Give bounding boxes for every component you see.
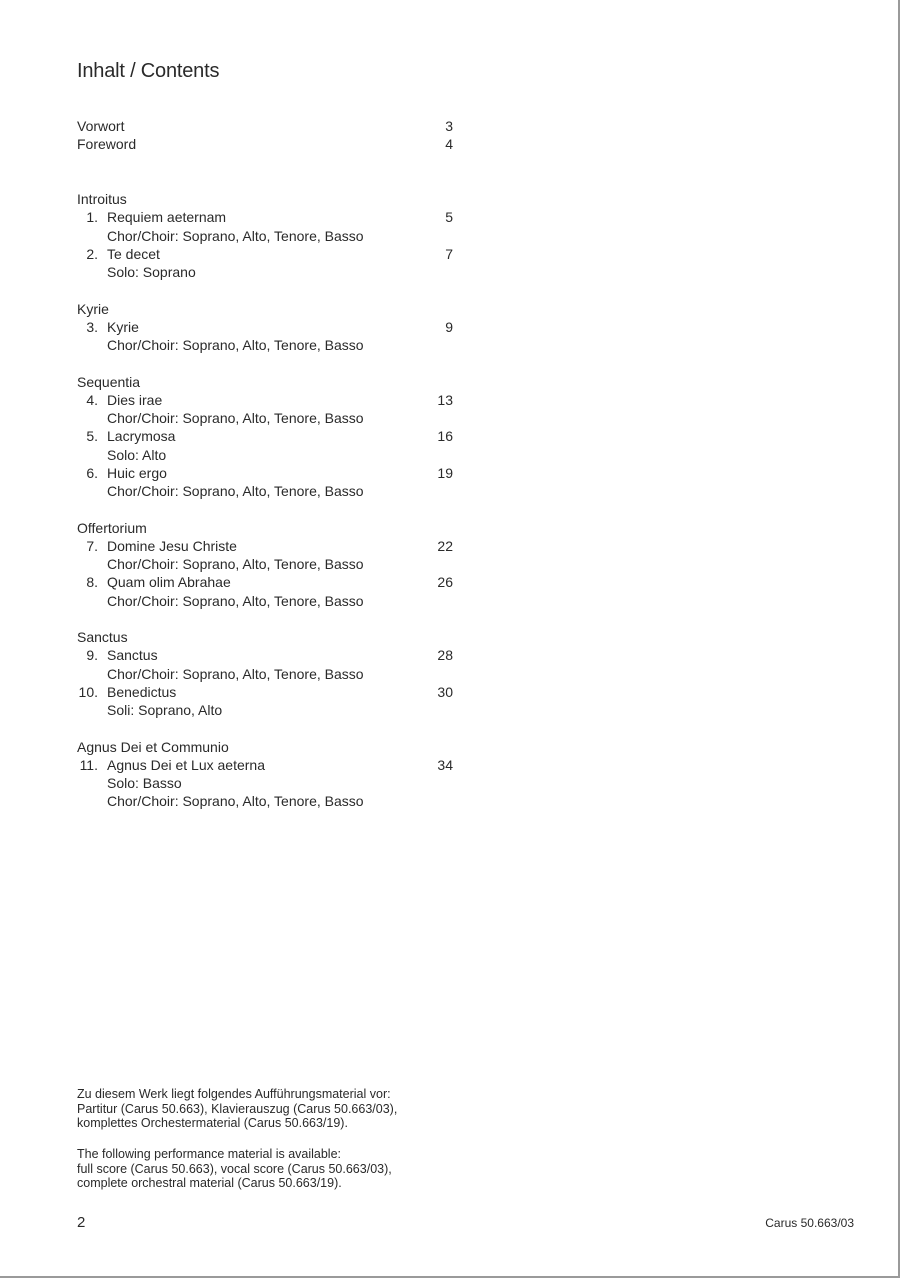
toc-page-number: 13	[437, 391, 453, 408]
toc-item[interactable]	[77, 318, 453, 336]
voicing-text: Chor/Choir: Soprano, Alto, Tenore, Basso	[107, 793, 364, 810]
item-number: 9.	[86, 647, 98, 664]
page-title: Inhalt / Contents	[77, 60, 220, 82]
voicing-text: Solo: Soprano	[107, 264, 196, 280]
voicing-text: Chor/Choir: Soprano, Alto, Tenore, Basso	[107, 556, 364, 572]
toc-item-detail	[77, 592, 453, 610]
toc-item[interactable]	[77, 245, 453, 263]
toc-section-heading	[77, 190, 453, 208]
item-number: 1.	[86, 209, 98, 226]
catalog-number: Carus 50.663/03	[765, 1216, 854, 1230]
performance-material-note-de	[77, 1087, 397, 1131]
footnote-line: complete orchestral material (Carus 50.663/19).	[77, 1176, 342, 1190]
toc-front-label: Vorwort	[77, 118, 125, 134]
toc-page-number: 34	[437, 756, 453, 773]
item-title: Sanctus	[107, 647, 158, 664]
toc-section-heading	[77, 519, 453, 537]
toc-item-detail	[77, 774, 453, 792]
voicing-text: Chor/Choir: Soprano, Alto, Tenore, Basso	[107, 227, 364, 244]
item-title: Domine Jesu Christe	[107, 537, 237, 554]
item-title: Kyrie	[107, 318, 139, 335]
item-number: 2.	[86, 245, 98, 262]
toc-page-number: 5	[445, 209, 453, 226]
footnote-line: The following performance material is available:	[77, 1147, 342, 1161]
item-number: 8.	[86, 574, 98, 591]
table-of-contents	[77, 117, 453, 811]
toc-item[interactable]	[77, 464, 453, 482]
toc-page-number: 30	[437, 683, 453, 700]
toc-item[interactable]	[77, 646, 453, 664]
section-name: Sanctus	[77, 629, 128, 645]
toc-item-detail	[77, 665, 453, 683]
voicing-text: Solo: Basso	[107, 775, 182, 791]
voicing-text: Chor/Choir: Soprano, Alto, Tenore, Basso	[107, 665, 364, 682]
toc-page-number: 22	[437, 537, 453, 554]
toc-item-detail	[77, 482, 453, 500]
item-number: 7.	[86, 537, 98, 554]
voicing-text: Chor/Choir: Soprano, Alto, Tenore, Basso	[107, 410, 364, 426]
toc-item-detail	[77, 409, 453, 427]
item-number: 6.	[86, 464, 98, 481]
toc-front-row[interactable]	[77, 135, 453, 153]
footnote-line: Partitur (Carus 50.663), Klavierauszug (Carus 50.663/03),	[77, 1101, 398, 1116]
toc-item[interactable]	[77, 208, 453, 226]
toc-page-number: 3	[445, 118, 453, 134]
footnote-line: full score (Carus 50.663), vocal score (Carus 50.663/03),	[77, 1161, 392, 1176]
voicing-text: Solo: Alto	[107, 446, 167, 463]
toc-page-number: 16	[437, 428, 453, 445]
page-number: 2	[77, 1214, 86, 1231]
footnote-line: komplettes Orchestermaterial (Carus 50.663/19).	[77, 1116, 348, 1130]
toc-item-detail	[77, 263, 453, 281]
performance-material-note-en	[77, 1147, 392, 1191]
item-title: Lacrymosa	[107, 428, 176, 445]
item-title: Requiem aeternam	[107, 209, 227, 226]
voicing-text: Soli: Soprano, Alto	[107, 702, 223, 718]
toc-section-heading	[77, 300, 453, 318]
item-title: Dies irae	[107, 391, 163, 408]
voicing-text: Chor/Choir: Soprano, Alto, Tenore, Basso	[107, 337, 364, 353]
toc-item-detail	[77, 555, 453, 573]
item-number: 4.	[86, 391, 98, 408]
item-number: 3.	[86, 318, 98, 335]
toc-section-heading	[77, 738, 453, 756]
section-name: Kyrie	[77, 300, 109, 317]
section-name: Agnus Dei et Communio	[77, 738, 229, 755]
toc-item[interactable]	[77, 683, 453, 701]
section-name: Introitus	[77, 191, 127, 207]
toc-item-detail	[77, 792, 453, 810]
toc-page-number: 4	[445, 136, 453, 153]
footnote-line: Zu diesem Werk liegt folgendes Aufführungsmaterial vor:	[77, 1087, 391, 1101]
item-number: 10.	[78, 683, 98, 700]
toc-item-detail	[77, 227, 453, 245]
toc-section-heading	[77, 628, 453, 646]
toc-section-heading	[77, 373, 453, 391]
toc-item[interactable]	[77, 427, 453, 445]
item-number: 5.	[86, 428, 98, 445]
toc-front-row[interactable]	[77, 117, 453, 135]
toc-item[interactable]	[77, 537, 453, 555]
toc-page-number: 7	[445, 245, 453, 262]
toc-item[interactable]	[77, 573, 453, 591]
toc-item-detail	[77, 446, 453, 464]
item-title: Benedictus	[107, 683, 177, 700]
item-title: Quam olim Abrahae	[107, 574, 231, 591]
toc-item-detail	[77, 701, 453, 719]
toc-item-detail	[77, 336, 453, 354]
toc-page-number: 28	[437, 647, 453, 664]
item-title: Huic ergo	[107, 464, 167, 481]
toc-page-number: 26	[437, 574, 453, 591]
voicing-text: Chor/Choir: Soprano, Alto, Tenore, Basso	[107, 483, 364, 499]
toc-page-number: 19	[437, 464, 453, 481]
item-number: 11.	[79, 756, 98, 773]
toc-item[interactable]	[77, 391, 453, 409]
toc-page-number: 9	[445, 318, 453, 335]
voicing-text: Chor/Choir: Soprano, Alto, Tenore, Basso	[107, 592, 364, 609]
section-name: Sequentia	[77, 373, 141, 390]
item-title: Agnus Dei et Lux aeterna	[107, 756, 265, 773]
toc-item[interactable]	[77, 756, 453, 774]
section-name: Offertorium	[77, 519, 147, 536]
toc-front-label: Foreword	[77, 136, 137, 153]
item-title: Te decet	[107, 245, 160, 262]
